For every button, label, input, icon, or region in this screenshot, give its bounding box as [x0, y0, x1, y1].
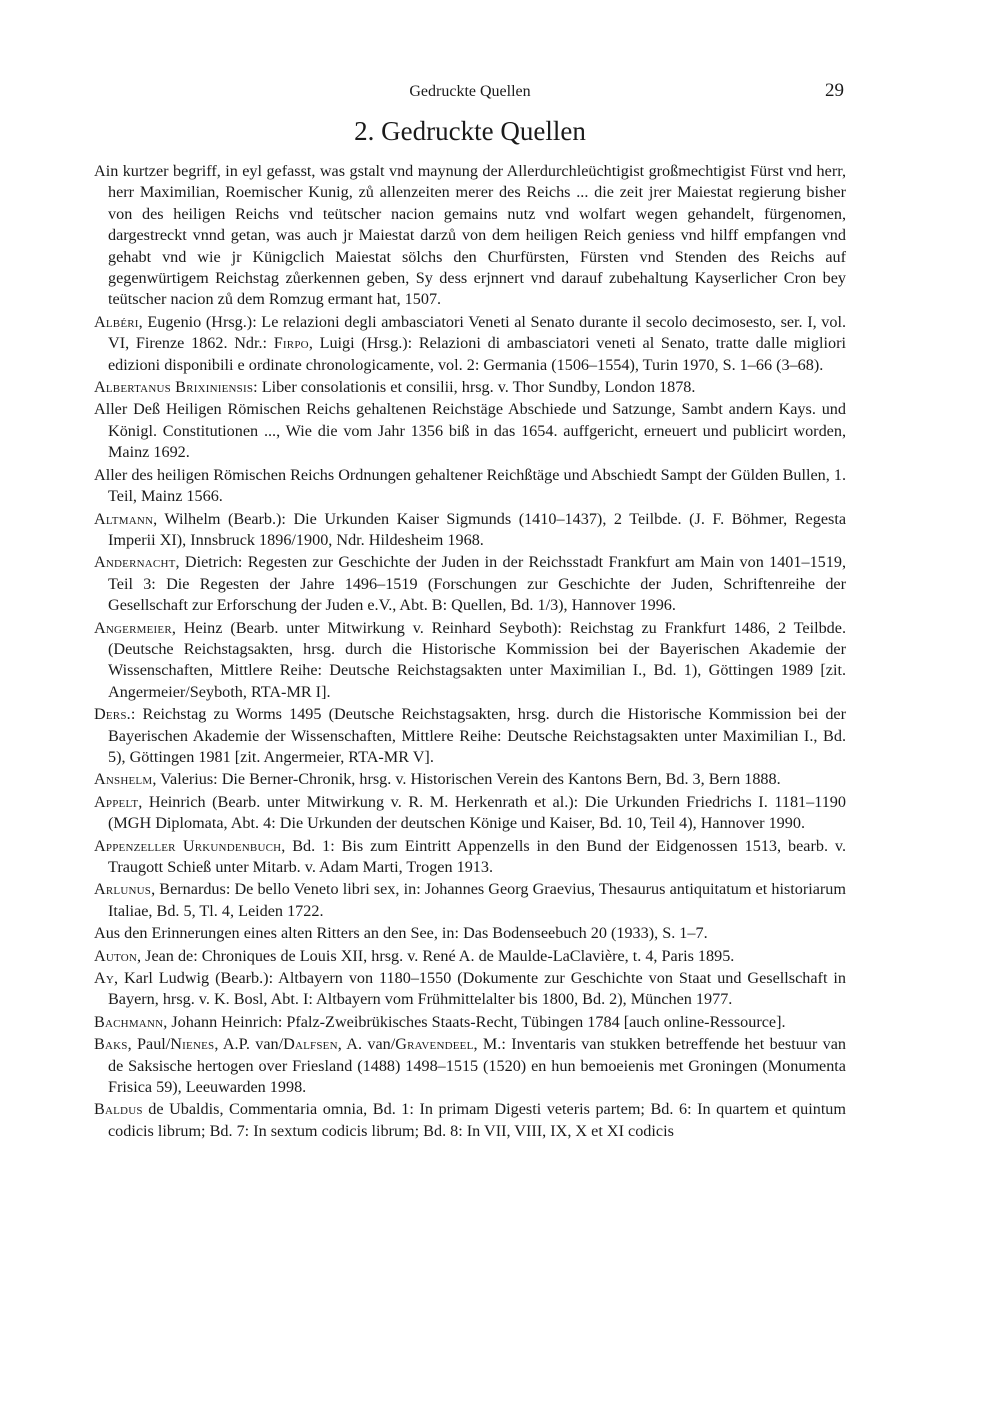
bibliography-entry	[94, 836, 846, 879]
entry-text: , Eugenio (Hrsg.): Le relazioni degli ambasciatori Veneti al Senato durante il secolo decimosesto, ser. I, vol. VI, Firenze 1862. Ndr.:	[108, 312, 846, 353]
entry-text: Aller Deß Heiligen Römischen Reichs gehaltenen Reichstäge Abschiede und Satzunge, Sambt andern Kays. und Königl. Constitutionen ..., Wie die vom Jahr 1356 biß in das 1654. auffgericht, erneuert und publicirt worden, Mainz 1692.	[94, 400, 846, 462]
author-name: Appelt	[94, 792, 139, 811]
author-name: Angermeier	[94, 618, 172, 637]
bibliography-entry	[94, 704, 846, 768]
entry-text: , Bd. 1: Bis zum Eintritt Appenzells in den Bund der Eidgenossen 1513, bearb. v. Traugott Schieß unter Mitarb. v. Adam Marti, Trogen 1913.	[108, 836, 846, 876]
author-name: Baldus	[94, 1100, 143, 1119]
entry-text: , Wilhelm (Bearb.): Die Urkunden Kaiser Sigmunds (1410–1437), 2 Teilbde. (J. F. Böhmer, Regesta Imperii XI), Innsbruck 1896/1900, Ndr. Hildesheim 1968.	[108, 509, 846, 549]
entry-text: : Reichstag zu Worms 1495 (Deutsche Reichstagsakten, hrsg. durch die Historische Kommission bei der Bayerischen Akademie der Wissenschaften, Mittlere Reihe: Deutsche Reichstagsakten unter Maximilian I., Bd. 5), Göttingen 1981 [zit. Angermeier, RTA-MR V].	[108, 705, 846, 766]
entry-text: , Dietrich: Regesten zur Geschichte der Juden in der Reichsstadt Frankfurt am Main von 1401–1519, Teil 3: Die Regesten der Jahre 1496–1519 (Forschungen zur Geschichte der Juden, Schriftenreihe der Gesellschaft zur Erforschung der Juden e.V., Abt. B: Quellen, Bd. 1/3), Hannover 1996.	[108, 553, 846, 615]
entry-text: , Heinrich (Bearb. unter Mitwirkung v. R. M. Herkenrath et al.): Die Urkunden Friedrichs I. 1181–1190 (MGH Diplomata, Abt. 4: Die Urkunden der deutschen Könige und Kaiser, Bd. 10, Teil 4), Hannover 1990.	[108, 792, 846, 833]
entry-text: : Liber consolationis et consilii, hrsg. v. Thor Sundby, London 1878.	[253, 378, 696, 397]
bibliography-entry	[94, 1034, 846, 1098]
author-name: Ders.	[94, 705, 131, 724]
author-name: Firpo	[273, 334, 309, 353]
entry-text: , Paul/	[127, 1035, 171, 1054]
entry-text: , Karl Ludwig (Bearb.): Altbayern von 1180–1550 (Dokumente zur Geschichte von Staat und Gesellschaft in Bayern, hrsg. v. K. Bosl, Abt. I: Altbayern vom Frühmittelalter bis 1800, Bd. 2), München 1977.	[108, 969, 846, 1009]
bibliography-entry	[94, 161, 846, 311]
entry-text: , Valerius: Die Berner-Chronik, hrsg. v. Historischen Verein des Kantons Bern, Bd. 3, Bern 1888.	[152, 770, 781, 789]
bibliography-entry	[94, 399, 846, 463]
bibliography-entry	[94, 879, 846, 922]
entry-text: , Luigi (Hrsg.): Relazioni di ambasciatori veneti al Senato, tratte dalle migliori edizioni disponibili e ordinate chronologicamente, vol. 2: Germania (1506–1554), Turin 1970, S. 1–66 (3–68).	[108, 334, 846, 374]
author-name: Anshelm	[94, 770, 153, 789]
bibliography-entry	[94, 1012, 846, 1033]
bibliography-entry	[94, 465, 846, 508]
page-number: 29	[825, 80, 844, 101]
entry-text: , Bernardus: De bello Veneto libri sex, in: Johannes Georg Graevius, Thesaurus antiquitatum et historiarum Italiae, Bd. 5, Tl. 4, Leiden 1722.	[108, 880, 846, 920]
bibliography-entry	[94, 769, 846, 790]
entry-text: , Jean de: Chroniques de Louis XII, hrsg. v. René A. de Maulde-LaClavière, t. 4, Paris 1895.	[137, 946, 735, 965]
running-head	[94, 82, 846, 106]
author-name: Arlunus	[94, 880, 152, 899]
entry-text: , A. van/	[337, 1035, 396, 1054]
author-name: Andernacht	[94, 553, 176, 572]
bibliography-list	[94, 161, 846, 1143]
author-name: Albéri	[94, 312, 139, 331]
author-name: Gravendeel	[395, 1035, 474, 1054]
author-name: Nienes	[170, 1035, 215, 1054]
bibliography-entry	[94, 923, 846, 944]
bibliography-entry	[94, 968, 846, 1011]
bibliography-entry	[94, 377, 846, 398]
bibliography-entry	[94, 792, 846, 835]
entry-text: de Ubaldis, Commentaria omnia, Bd. 1: In primam Digesti veteris partem; Bd. 6: In quartem et quintum codicis librum; Bd. 7: In sextum codicis librum; Bd. 8: In VII, VIII, IX, X et XI codicis	[108, 1100, 846, 1140]
entry-text: Ain kurtzer begriff, in eyl gefasst, was gstalt vnd maynung der Allerdurchleüchtigist großmechtigist Fürst vnd herr, herr Maximilian, Roemischer Kunig, zů allenzeiten merer des Reichs ... die zeit jrer Maiestat regierung bisher von des heiligen Reichs vnd teütscher nacion gemains nutz vnd wolfart wegen gehandelt, fürgenomen, dargestreckt vnnd getan, was auch jr Maiestat darzů von dem heiligen Reich geniess vnd hilff empfangen vnd gehabt vnd wie jr Künigclich Maiestat sölchs den Churfürsten, Fürsten vnd Stenden des Reichs auf gegenwürtigem Reichstag zůerkennen geben, Sy dess erjnnert vnd darauf zubehaltung Kayserlicher Cron bey teütscher nacion zů dem Romzug ermant hat, 1507.	[94, 162, 846, 309]
author-name: Albertanus Brixiniensis	[94, 378, 254, 397]
bibliography-entry	[94, 946, 846, 967]
entry-text: , Johann Heinrich: Pfalz-Zweibrükisches Staats-Recht, Tübingen 1784 [auch online-Ressource].	[163, 1012, 786, 1031]
entry-text: Aller des heiligen Römischen Reichs Ordnungen gehaltener Reichßtäge und Abschiedt Sampt der Gülden Bullen, 1. Teil, Mainz 1566.	[94, 465, 846, 506]
bibliography-entry	[94, 552, 846, 616]
author-name: Auton	[94, 946, 138, 965]
section-title: 2. Gedruckte Quellen	[354, 116, 586, 146]
author-name: Dalfsen	[283, 1035, 338, 1054]
author-name: Appenzeller Urkundenbuch	[94, 836, 282, 855]
author-name: Ay	[94, 969, 115, 988]
bibliography-entry	[94, 312, 846, 376]
entry-text: , M.: Inventaris van stukken betreffende het bestuur van de Saksische hertogen over Friesland (1488) 1498–1515 (1520) en hun bemoeienis met Groningen (Monumenta Frisica 59), Leeuwarden 1998.	[108, 1035, 847, 1097]
entry-text: Aus den Erinnerungen eines alten Ritters an den See, in: Das Bodenseebuch 20 (1933), S. 1–7.	[94, 924, 708, 943]
entry-text: , Heinz (Bearb. unter Mitwirkung v. Reinhard Seyboth): Reichstag zu Frankfurt 1486, 2 Teilbde. (Deutsche Reichstagsakten, hrsg. durch die Historische Kommission bei der Bayerischen Akademie der Wissenschaften, Mittlere Reihe: Deutsche Reichstagsakten unter Maximilian I., Bd. 1), Göttingen 1989 [zit. Angermeier/Seyboth, RTA-MR I].	[108, 618, 846, 701]
bibliography-entry	[94, 618, 846, 704]
author-name: Baks	[94, 1035, 128, 1054]
author-name: Altmann	[94, 509, 154, 528]
running-title: Gedruckte Quellen	[409, 83, 531, 100]
entry-text: , A.P. van/	[214, 1035, 284, 1054]
bibliography-entry	[94, 1099, 846, 1142]
author-name: Bachmann	[94, 1012, 164, 1031]
bibliography-entry	[94, 509, 846, 552]
